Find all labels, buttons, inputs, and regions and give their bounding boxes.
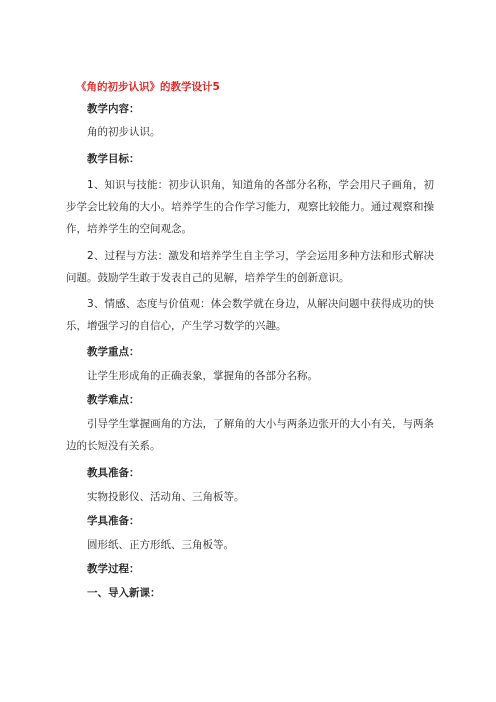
section-heading-introduction: 一、导入新课： — [87, 587, 161, 599]
section-heading-teaching-aids: 教具准备： — [87, 467, 140, 479]
section-heading-difficulties: 教学难点： — [87, 394, 140, 406]
section-heading-key-points: 教学重点： — [87, 346, 140, 358]
paragraph-objective-2: 2、过程与方法：激发和培养学生自主学习，学会运用多种方法和形式解决问题。鼓励学生敢于发表自己的见解，培养学生的创新意识。 — [66, 250, 434, 284]
section-heading-student-materials: 学具准备： — [87, 515, 140, 527]
paragraph-content: 角的初步认识。 — [87, 126, 161, 138]
paragraph-student-materials: 圆形纸、正方形纸、三角板等。 — [87, 539, 234, 551]
section-heading-process: 教学过程： — [87, 563, 140, 575]
section-heading-content: 教学内容： — [87, 103, 140, 115]
paragraph-difficulties: 引导学生掌握画角的方法，了解角的大小与两条边张开的大小有关，与两条边的长短没有关系。 — [66, 418, 434, 452]
section-heading-objectives: 教学目标： — [87, 153, 140, 165]
paragraph-objective-1: 1、知识与技能：初步认识角，知道角的各部分名称，学会用尺子画角，初步学会比较角的大小。培养学生的合作学习能力，观察比较能力。通过观察和操作，培养学生的空间观念。 — [66, 179, 434, 235]
paragraph-objective-3: 3、情感、态度与价值观：体会数学就在身边，从解决问题中获得成功的快乐，增强学习的自信心，产生学习数学的兴趣。 — [66, 298, 434, 332]
document-title: 《角的初步认识》的教学设计5 — [76, 81, 220, 93]
paragraph-teaching-aids: 实物投影仪、活动角、三角板等。 — [87, 491, 245, 503]
paragraph-key-points: 让学生形成角的正确表象，掌握角的各部分名称。 — [87, 370, 318, 382]
